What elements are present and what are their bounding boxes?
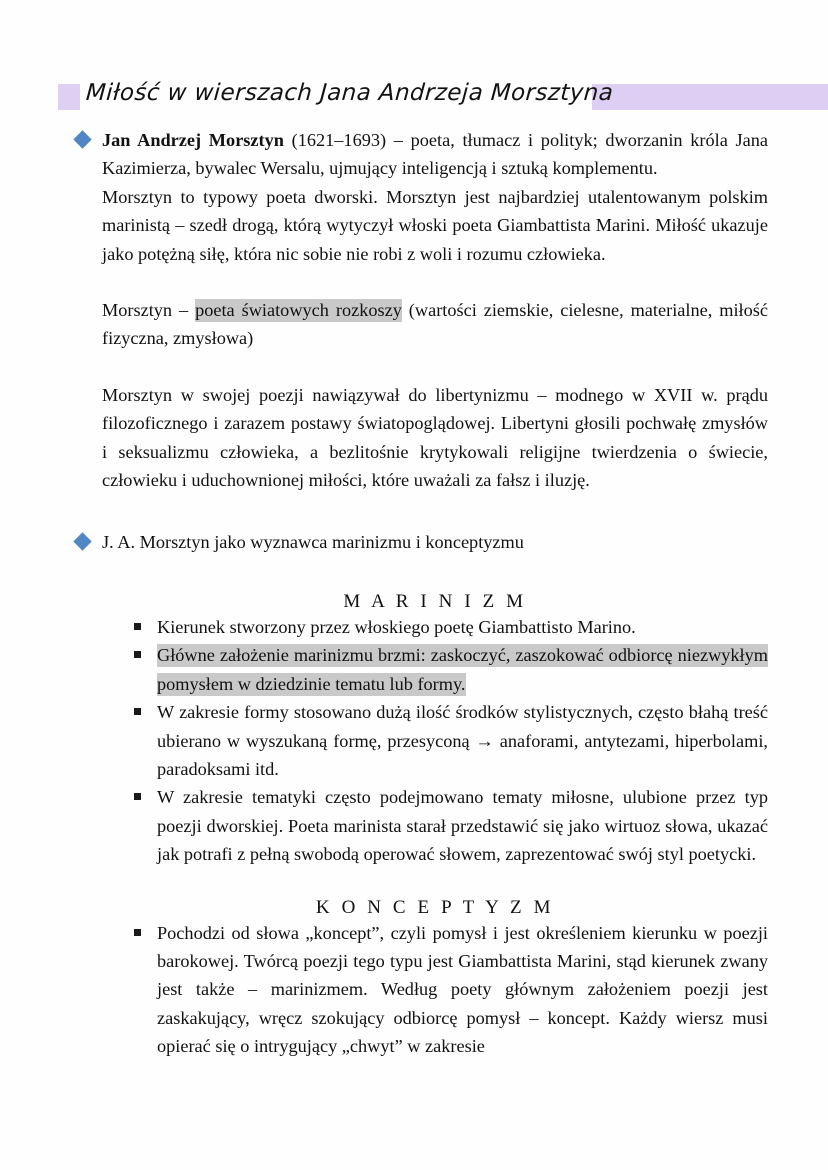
paragraph-poeta-rozkoszy bbox=[0, 296, 828, 353]
list-item-text: W zakresie tematyki często podejmowano tematy miłosne, ulubione przez typ poezji dworskiej. Poeta marinista starał przedstawić się jako wirtuoz słowa, ukazać jak potrafi z pełną swobodą operować słowem, zaprezentować swój styl poetycki. bbox=[157, 787, 768, 865]
diamond-bullet-icon bbox=[73, 533, 91, 551]
square-bullet-icon bbox=[134, 929, 141, 936]
square-bullet-icon bbox=[134, 651, 141, 658]
list-item-text: Kierunek stworzony przez włoskiego poetę Giambattisto Marino. bbox=[157, 616, 636, 637]
subsection-lead-text: J. A. Morsztyn jako wyznawca marinizmu i konceptyzmu bbox=[102, 532, 524, 553]
paragraph-after-highlight: (wartości ziemskie, cielesne, materialne, miłość fizyczna, zmysłowa) bbox=[102, 300, 768, 349]
paragraph-lead-rest: (1621–1693) – poeta, tłumacz i polityk; dworzanin króla Jana Kazimierza, bywalec Wersalu, ujmujący inteligencją i sztuką komplementu. bbox=[102, 130, 768, 179]
square-bullet-icon bbox=[134, 708, 141, 715]
spacer bbox=[0, 869, 828, 897]
square-bullet-icon bbox=[134, 793, 141, 800]
list-item bbox=[0, 641, 828, 698]
title-highlight-right bbox=[592, 84, 828, 110]
paragraph-wyznawca-marinizmu bbox=[0, 528, 828, 556]
list-item-text-highlighted: Główne założenie marinizmu brzmi: zaskoczyć, zaszokować odbiorcę niezwykłym pomysłem w dziedzinie tematu lub formy. bbox=[157, 645, 768, 694]
square-bullet-icon bbox=[134, 623, 141, 630]
paragraph-libertynizm: Morsztyn w swojej poezji nawiązywał do libertynizmu – modnego w XVII w. prądu filozoficznego i zarazem postawy światopoglądowej. Libertyni głosili pochwałę zmysłów i seksualizmu człowieka, a bezlitośnie krytykowali religijne twierdzenia o świecie, człowieku i uduchownionej miłości, które uważali za fałsz i iluzję. bbox=[102, 384, 768, 491]
list-item bbox=[0, 783, 828, 868]
page-title: Miłość w wierszach Jana Andrzeja Morsztyna bbox=[85, 80, 615, 106]
spacer bbox=[0, 268, 828, 296]
list-item-text: W zakresie formy stosowano dużą ilość środków stylistycznych, często błahą treść ubierano w wyszukaną formę, przesyconą → anaforami, antytezami, hiperbolami, paradoksami itd. bbox=[157, 702, 768, 779]
marinizm-list bbox=[0, 613, 828, 869]
spacer bbox=[0, 353, 828, 381]
list-item bbox=[0, 698, 828, 783]
paragraph-lead-name: Jan Andrzej Morsztyn bbox=[102, 130, 284, 150]
paragraph-typowy-poeta: Morsztyn to typowy poeta dworski. Morsztyn jest najbardziej utalentowanym polskim marinistą – szedł drogą, którą wytyczył włoski poeta Giambattista Marini. Miłość ukazuje jako potężną siłę, która nic sobie nie robi z woli i rozumu człowieka. bbox=[102, 186, 768, 264]
section-heading-marinizm: M A R I N I Z M bbox=[343, 590, 527, 612]
list-item bbox=[0, 919, 828, 1061]
page-title-block bbox=[0, 82, 828, 114]
highlighted-phrase-rozkoszy: poeta światowych rozkoszy bbox=[195, 300, 402, 321]
spacer bbox=[0, 557, 828, 591]
paragraph-before-highlight: Morsztyn – bbox=[102, 300, 196, 321]
document-body bbox=[0, 126, 828, 1061]
section-heading-konceptyzm: K O N C E P T Y Z M bbox=[315, 896, 555, 918]
spacer bbox=[0, 494, 828, 528]
diamond-bullet-icon bbox=[73, 130, 91, 148]
title-highlight-left bbox=[58, 84, 80, 110]
list-item bbox=[0, 613, 828, 641]
list-item-text: Pochodzi od słowa „koncept”, czyli pomysł i jest określeniem kierunku w poezji barokowej. Twórcą poezji tego typu jest Giambattista Marini, stąd kierunek zwany jest także – marinizmem. Według poety głównym założeniem poezji jest zaskakujący, wręcz szokujący odbiorcę pomysł – koncept. Każdy wiersz musi opierać się o intrygujący „chwyt” w zakresie bbox=[157, 922, 768, 1057]
paragraph-morsztyn-bio bbox=[0, 126, 828, 183]
konceptyzm-list bbox=[0, 919, 828, 1061]
